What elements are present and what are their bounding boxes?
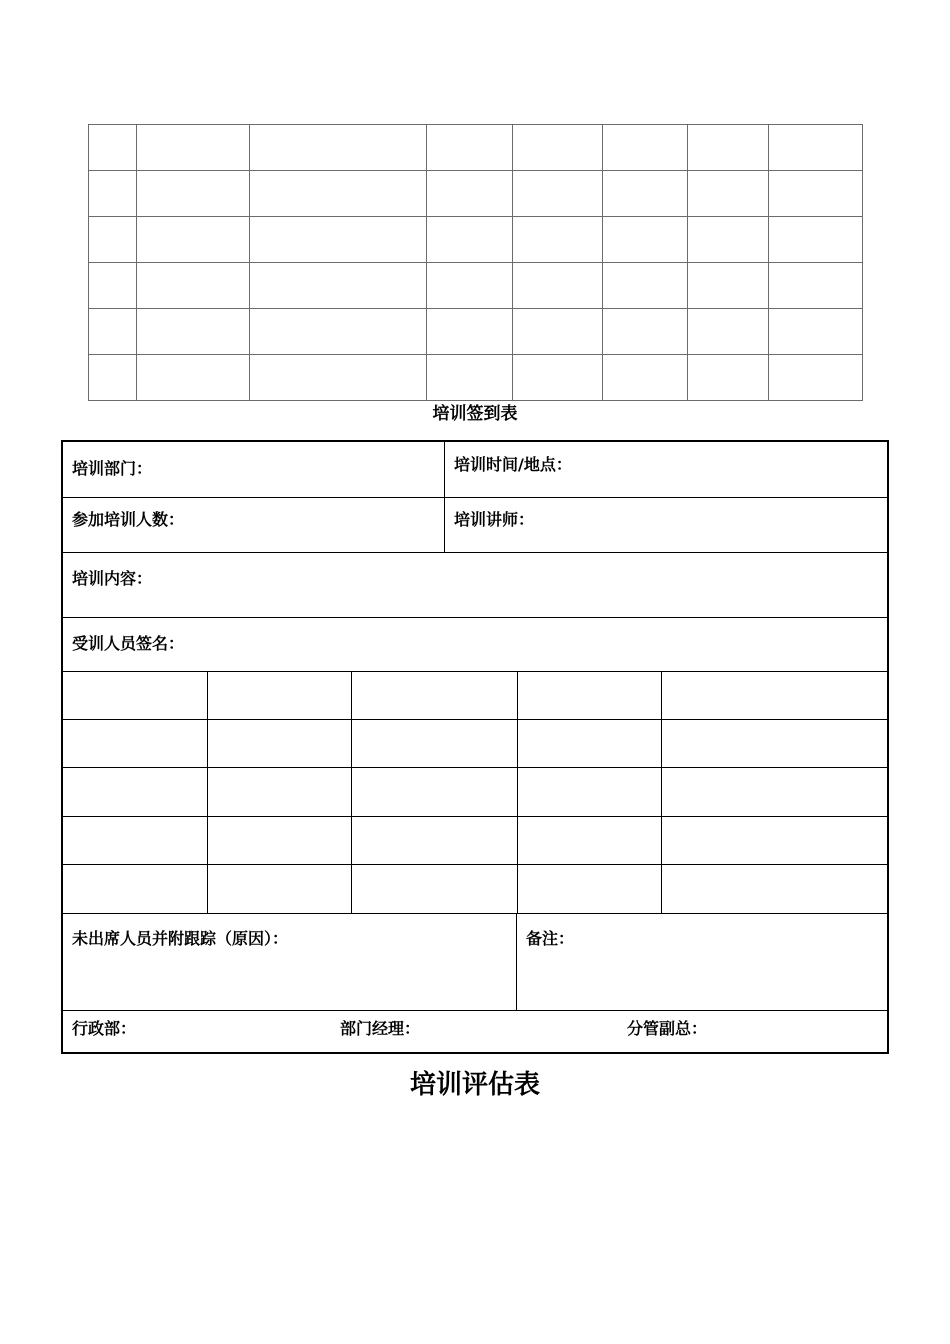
signature-cell (63, 719, 207, 768)
blank-grid-cell (427, 355, 513, 401)
blank-grid-cell (513, 125, 603, 171)
blank-grid-cell (89, 217, 137, 263)
blank-grid-cell (603, 217, 688, 263)
signature-cell (351, 865, 517, 914)
signature-cell (351, 768, 517, 817)
blank-grid-cell (688, 171, 769, 217)
signature-cell (207, 865, 351, 914)
signature-cell (207, 816, 351, 865)
signature-row (63, 671, 887, 719)
blank-grid-cell (603, 171, 688, 217)
blank-grid-cell (603, 355, 688, 401)
department-label: 培训部门： (72, 459, 153, 478)
blank-grid-cell (137, 217, 250, 263)
blank-grid-cell (89, 263, 137, 309)
signature-cell (661, 671, 887, 719)
signin-form (61, 440, 889, 1054)
blank-grid-cell (250, 171, 427, 217)
trainee-signature-label: 受训人员签名： (72, 634, 185, 653)
blank-grid-cell (603, 309, 688, 355)
signature-cell (517, 671, 661, 719)
blank-grid-cell (137, 355, 250, 401)
signature-cell (351, 816, 517, 865)
row-divider (63, 497, 887, 498)
blank-grid-cell (427, 125, 513, 171)
absentees-label: 未出席人员并附跟踪（原因）： (72, 929, 289, 948)
blank-grid-cell (89, 125, 137, 171)
blank-grid-cell (769, 217, 863, 263)
signature-cell (351, 719, 517, 768)
signature-grid-table (63, 671, 887, 914)
row-divider (63, 1010, 887, 1011)
row-divider (63, 617, 887, 618)
signature-cell (517, 719, 661, 768)
blank-grid-cell (250, 263, 427, 309)
signature-cell (207, 671, 351, 719)
signature-row (63, 719, 887, 768)
signature-cell (351, 671, 517, 719)
blank-grid-cell (137, 263, 250, 309)
blank-grid-cell (89, 355, 137, 401)
remarks-column-divider (516, 913, 517, 1010)
blank-grid-cell (137, 171, 250, 217)
blank-grid-row (89, 125, 863, 171)
blank-grid-cell (769, 263, 863, 309)
signature-cell (63, 671, 207, 719)
blank-grid-cell (427, 309, 513, 355)
blank-grid-cell (250, 355, 427, 401)
blank-grid-row (89, 263, 863, 309)
signature-row (63, 816, 887, 865)
blank-grid-cell (688, 263, 769, 309)
blank-grid-cell (688, 309, 769, 355)
blank-grid-row (89, 355, 863, 401)
blank-grid-cell (688, 217, 769, 263)
blank-grid-cell (250, 309, 427, 355)
blank-grid-cell (427, 263, 513, 309)
row-divider (63, 552, 887, 553)
blank-grid-cell (427, 171, 513, 217)
signature-cell (661, 719, 887, 768)
blank-grid-row (89, 217, 863, 263)
signature-cell (517, 816, 661, 865)
admin-label: 行政部： (72, 1019, 137, 1038)
signature-cell (207, 768, 351, 817)
evaluation-form-title: 培训评估表 (409, 1070, 540, 1100)
blank-grid-cell (137, 309, 250, 355)
blank-grid-cell (513, 171, 603, 217)
blank-grid-cell (769, 125, 863, 171)
blank-grid-cell (89, 171, 137, 217)
blank-grid-cell (603, 263, 688, 309)
blank-grid-cell (769, 309, 863, 355)
blank-grid-cell (250, 217, 427, 263)
blank-grid-row (89, 171, 863, 217)
blank-grid-cell (688, 125, 769, 171)
blank-grid-cell (427, 217, 513, 263)
signature-cell (63, 768, 207, 817)
deputy-gm-label: 分管副总： (627, 1019, 708, 1038)
signature-cell (517, 865, 661, 914)
time-place-label: 培训时间/地点： (454, 455, 572, 474)
signature-cell (63, 816, 207, 865)
content-label: 培训内容： (72, 569, 153, 588)
blank-grid-cell (688, 355, 769, 401)
blank-grid-cell (603, 125, 688, 171)
blank-grid-cell (513, 355, 603, 401)
signature-cell (517, 768, 661, 817)
blank-grid-row (89, 309, 863, 355)
blank-grid-cell (137, 125, 250, 171)
blank-grid-cell (250, 125, 427, 171)
signature-row (63, 865, 887, 914)
blank-grid-cell (513, 263, 603, 309)
signature-cell (207, 719, 351, 768)
signature-cell (661, 816, 887, 865)
signature-cell (63, 865, 207, 914)
blank-grid-cell (769, 355, 863, 401)
blank-grid-cell (89, 309, 137, 355)
blank-grid-table (88, 124, 863, 401)
signin-sheet-caption: 培训签到表 (432, 404, 518, 424)
blank-grid-cell (513, 217, 603, 263)
instructor-label: 培训讲师： (454, 510, 535, 529)
signature-cell (661, 768, 887, 817)
dept-manager-label: 部门经理： (340, 1019, 421, 1038)
signature-cell (661, 865, 887, 914)
blank-grid-cell (769, 171, 863, 217)
remarks-label: 备注： (526, 929, 575, 948)
blank-grid-cell (513, 309, 603, 355)
signature-row (63, 768, 887, 817)
attendee-count-label: 参加培训人数： (72, 510, 185, 529)
